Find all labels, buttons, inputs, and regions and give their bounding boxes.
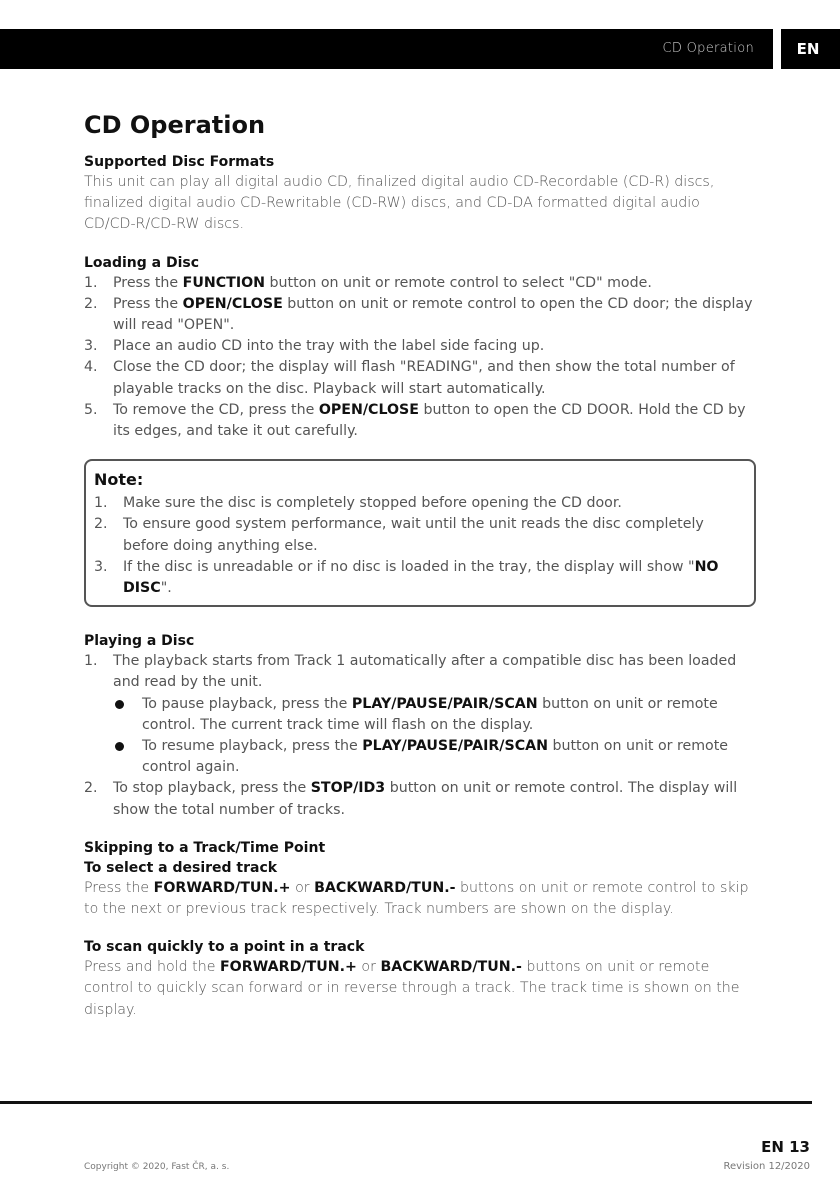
loading-steps-list: [84, 273, 754, 443]
language-badge: EN: [773, 29, 835, 69]
loading-step: 4. Close the CD door; the display will flash "READING", and then show the total number of playable tracks on the disc. Playback will start automatically.: [84, 359, 735, 397]
footer-rule: [0, 1101, 812, 1104]
supported-formats-text: This unit can play all digital audio CD, finalized digital audio CD-Recordable (CD-R) discs, finalized digital audio CD-Rewritable (CD-RW) discs, and CD-DA formatted digital audio CD/CD-R/CD-RW discs.: [84, 174, 715, 233]
playing-steps-list: [84, 651, 754, 693]
bullet-icon: [115, 742, 124, 751]
note-heading: Note:: [94, 470, 144, 490]
loading-step: 1. Press the FUNCTION button on unit or remote control to select "CD" mode.: [84, 274, 652, 291]
page-title: CD Operation: [84, 111, 266, 139]
header-section-title: CD Operation: [662, 41, 754, 56]
skipping-section: [84, 838, 754, 920]
supported-formats-section: [84, 152, 754, 236]
playing-disc-heading: Playing a Disc: [84, 633, 195, 650]
playing-bullets: [84, 694, 754, 779]
scan-subheading: To scan quickly to a point in a track: [84, 939, 365, 956]
revision-text: Revision 12/2020: [723, 1161, 810, 1172]
playing-steps-list-2: [84, 778, 754, 820]
scan-text: Press and hold the FORWARD/TUN.+ or BACKWARD/TUN.- buttons on unit or remote control to quickly scan forward or in reverse through a track. The track time is shown on the display.: [84, 959, 740, 1018]
select-track-text: Press the FORWARD/TUN.+ or BACKWARD/TUN.- buttons on unit or remote control to skip to the next or previous track respectively. Track numbers are shown on the display.: [84, 879, 749, 918]
bullet-icon: [115, 700, 124, 709]
note-item: 1. Make sure the disc is completely stopped before opening the CD door.: [94, 495, 622, 512]
playing-step: 1. The playback starts from Track 1 automatically after a compatible disc has been loaded and read by the unit.: [84, 653, 737, 691]
supported-formats-heading: Supported Disc Formats: [84, 154, 275, 170]
page-number: EN 13: [761, 1138, 810, 1156]
loading-disc-section: [84, 253, 754, 443]
playing-disc-section: [84, 631, 754, 821]
select-track-subheading: To select a desired track: [84, 859, 278, 876]
loading-disc-heading: Loading a Disc: [84, 254, 200, 271]
loading-step: 5. To remove the CD, press the OPEN/CLOSE button to open the CD DOOR. Hold the CD by its edges, and take it out carefully.: [84, 401, 746, 440]
skipping-heading: Skipping to a Track/Time Point: [84, 839, 326, 856]
bullet-item: To resume playback, press the PLAY/PAUSE/PAIR/SCAN button on unit or remote control again.: [114, 736, 754, 778]
note-box: [84, 459, 756, 607]
playing-step: 2. To stop playback, press the STOP/ID3 button on unit or remote control. The display will show the total number of tracks.: [84, 780, 738, 818]
note-item: 2. To ensure good system performance, wait until the unit reads the disc completely before doing anything else.: [94, 516, 704, 554]
loading-step: 3. Place an audio CD into the tray with the label side facing up.: [84, 338, 545, 355]
copyright-text: Copyright © 2020, Fast ČR, a. s.: [84, 1162, 230, 1172]
note-list: [94, 493, 744, 599]
scan-section: [84, 937, 754, 1021]
bullet-item: To pause playback, press the PLAY/PAUSE/PAIR/SCAN button on unit or remote control. The current track time will flash on the display.: [114, 694, 754, 736]
note-item: 3. If the disc is unreadable or if no disc is loaded in the tray, the display will show "NO DISC".: [94, 558, 719, 597]
page-content: [84, 108, 754, 1038]
loading-step: 2. Press the OPEN/CLOSE button on unit or remote control to open the CD door; the display will read "OPEN".: [84, 295, 753, 334]
